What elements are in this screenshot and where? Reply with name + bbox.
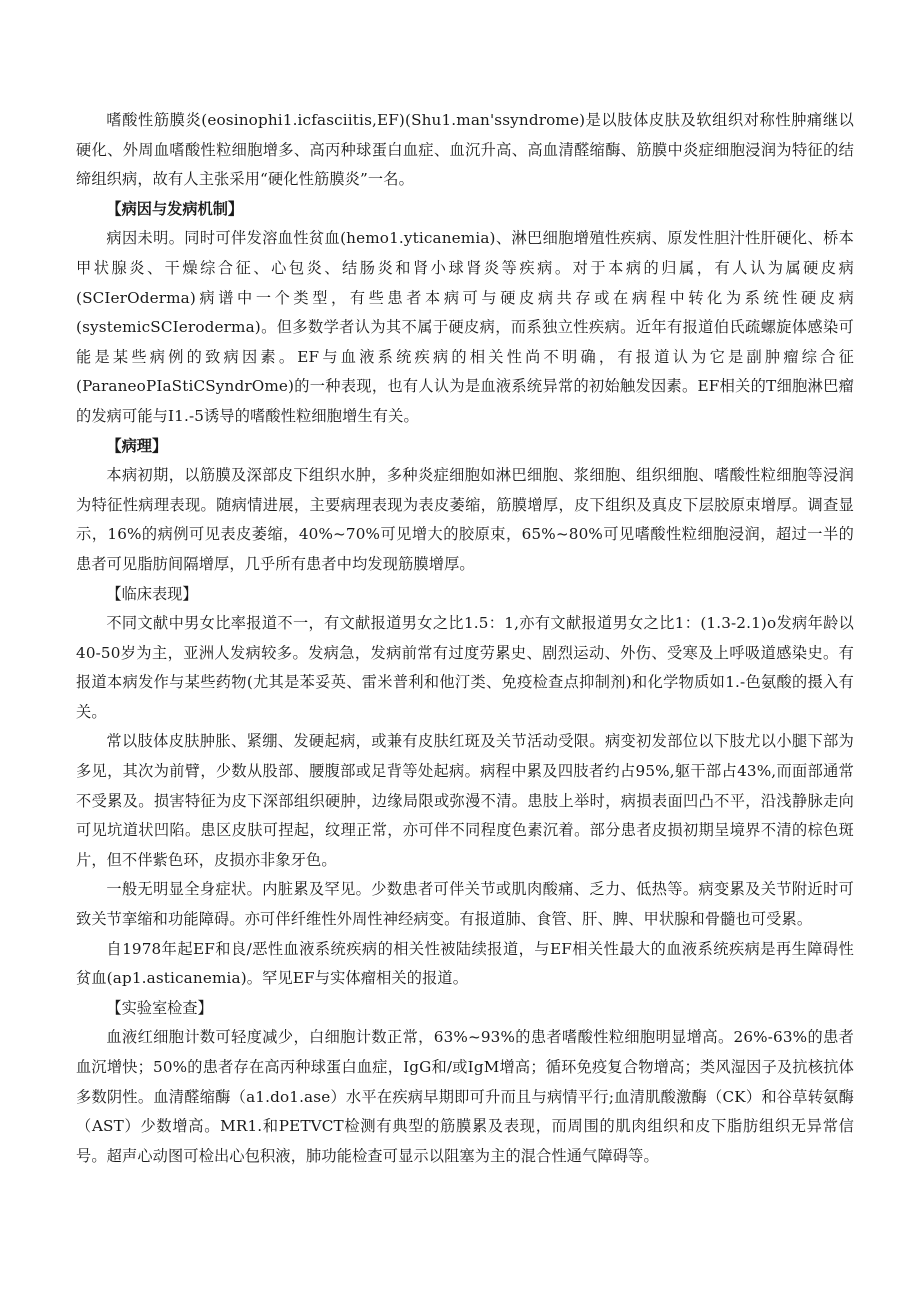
lab-heading: 【实验室检查】 [106,998,213,1017]
intro-paragraph: 嗜酸性筋膜炎(eosinophi1.icfasciitis,EF)(Shu1.man'ssyndrome)是以肢体皮肤及软组织对称性肿痛继以硬化、外周血嗜酸性粒细胞增多、高丙种球蛋白血症、血沉升高、高血清醛缩酶、筋膜中炎症细胞浸润为特征的结缔组织病，故有人主张采用“硬化性筋膜炎”一名。 [76,111,854,189]
clinical-paragraph-3: 一般无明显全身症状。内脏累及罕见。少数患者可伴关节或肌肉酸痛、乏力、低热等。病变累及关节附近时可致关节挛缩和功能障碍。亦可伴纤维性外周性神经病变。有报道肺、食管、肝、脾、甲状腺和骨髓也可受累。 [76,880,854,929]
clinical-paragraph-2: 常以肢体皮肤肿胀、紧绷、发硬起病，或兼有皮肤红斑及关节活动受限。病变初发部位以下肢尤以小腿下部为多见，其次为前臂，少数从股部、腰腹部或足背等处起病。病程中累及四肢者约占95%,躯干部占43%,而面部通常不受累及。损害特征为皮下深部组织硬肿，边缘局限或弥漫不清。患肢上举时，病损表面凹凸不平，沿浅静脉走向可见坑道状凹陷。患区皮肤可捏起，纹理正常，亦可伴不同程度色素沉着。部分患者皮损初期呈境界不清的棕色斑片，但不伴紫色环，皮损亦非象牙色。 [76,732,854,869]
document-body [76,106,854,1171]
lab-paragraph: 血液红细胞计数可轻度减少，白细胞计数正常，63%~93%的患者嗜酸性粒细胞明显增高。26%-63%的患者血沉增快；50%的患者存在高丙种球蛋白血症，IgG和/或IgM增高；循环免疫复合物增高；类风湿因子及抗核抗体多数阴性。血清醛缩酶（a1.do1.ase）水平在疾病早期即可升而且与病情平行;血清肌酸激酶（CK）和谷草转氨酶（AST）少数增高。MR1.和PETVCT检测有典型的筋膜累及表现，而周围的肌肉组织和皮下脂肪组织无异常信号。超声心动图可检出心包积液，肺功能检查可显示以阻塞为主的混合性通气障碍等。 [76,1028,854,1165]
etiology-paragraph: 病因未明。同时可伴发溶血性贫血(hemo1.yticanemia)、淋巴细胞增殖性疾病、原发性胆汁性肝硬化、桥本甲状腺炎、干燥综合征、心包炎、结肠炎和肾小球肾炎等疾病。对于本病的归属，有人认为属硬皮病(SCIerOderma)病谱中一个类型，有些患者本病可与硬皮病共存或在病程中转化为系统性硬皮病(systemicSCIeroderma)。但多数学者认为其不属于硬皮病，而系独立性疾病。近年有报道伯氏疏螺旋体感染可能是某些病例的致病因素。EF与血液系统疾病的相关性尚不明确，有报道认为它是副肿瘤综合征(ParaneoPIaStiCSyndrOme)的一种表现，也有人认为是血液系统异常的初始触发因素。EF相关的T细胞淋巴瘤的发病可能与I1.-5诱导的嗜酸性粒细胞增生有关。 [76,229,854,425]
clinical-paragraph-1: 不同文献中男女比率报道不一，有文献报道男女之比1.5：1,亦有文献报道男女之比1：(1.3-2.1)o发病年龄以40-50岁为主，亚洲人发病较多。发病急，发病前常有过度劳累史、剧烈运动、外伤、受寒及上呼吸道感染史。有报道本病发作与某些药物(尤其是苯妥英、雷米普利和他汀类、免疫检查点抑制剂)和化学物质如1.-色氨酸的摄入有关。 [76,614,854,721]
pathology-paragraph: 本病初期，以筋膜及深部皮下组织水肿，多种炎症细胞如淋巴细胞、浆细胞、组织细胞、嗜酸性粒细胞等浸润为特征性病理表现。随病情进展，主要病理表现为表皮萎缩，筋膜增厚，皮下组织及真皮下层胶原束增厚。调查显示，16%的病例可见表皮萎缩，40%~70%可见增大的胶原束，65%~80%可见嗜酸性粒细胞浸润，超过一半的患者可见脂肪间隔增厚，几乎所有患者中均发现筋膜增厚。 [76,466,854,573]
etiology-heading: 【病因与发病机制】 [106,199,244,218]
clinical-paragraph-4: 自1978年起EF和良/恶性血液系统疾病的相关性被陆续报道，与EF相关性最大的血液系统疾病是再生障碍性贫血(ap1.asticanemia)。罕见EF与实体瘤相关的报道。 [76,939,854,988]
clinical-heading: 【临床表现】 [106,584,198,603]
pathology-heading: 【病理】 [106,436,168,455]
